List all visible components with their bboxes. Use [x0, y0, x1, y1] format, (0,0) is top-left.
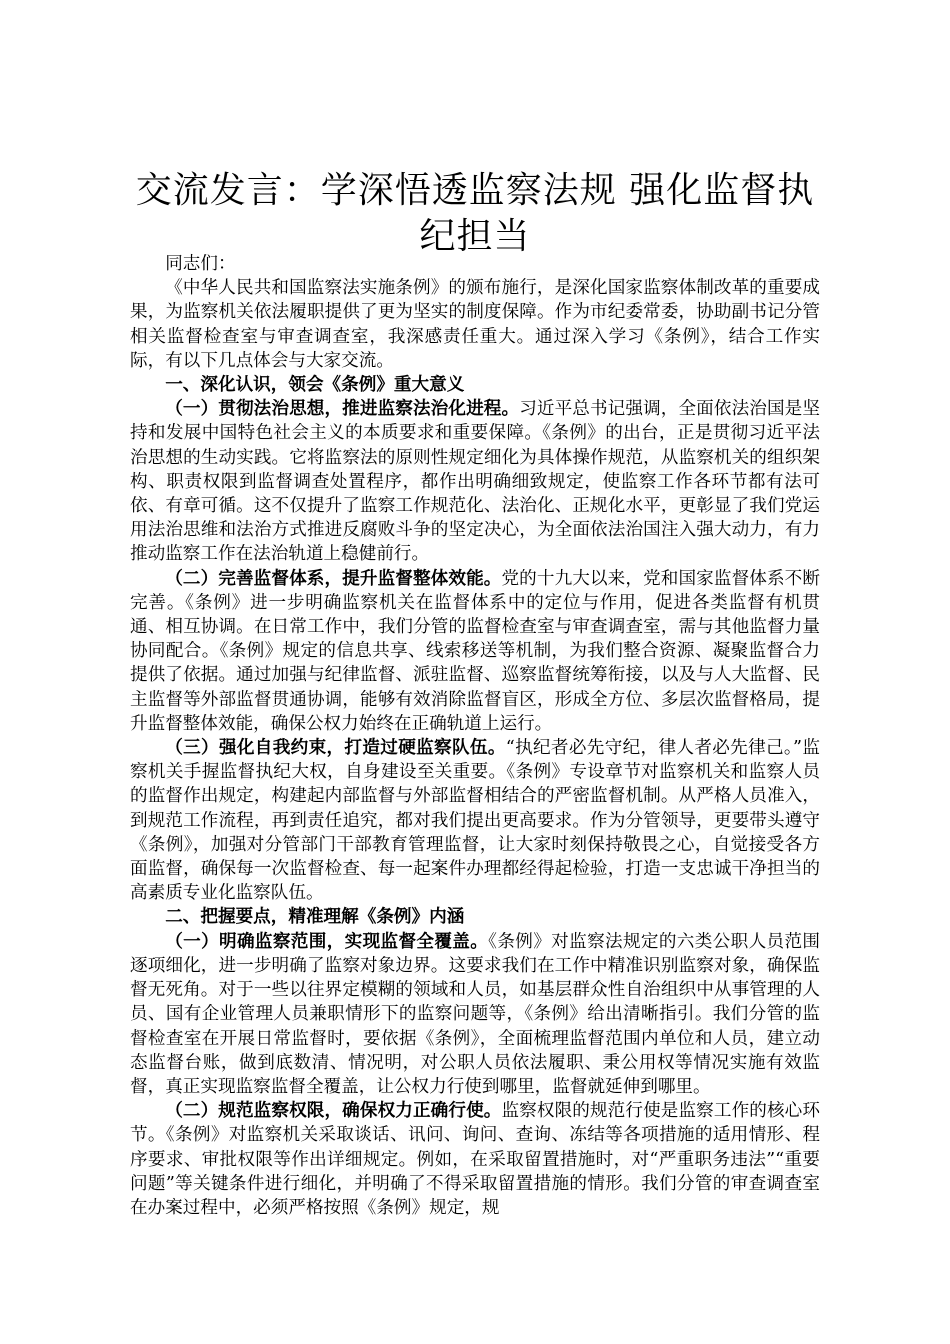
greeting: 同志们：: [165, 254, 236, 274]
section-2-paragraph-2: [130, 1099, 820, 1220]
section-1-paragraph-2-lead: （二）完善监督体系，提升监督整体效能。: [165, 567, 502, 589]
document-body: [130, 252, 820, 1220]
section-2-paragraph-1: [130, 930, 820, 1099]
section-2-paragraph-1-lead: （一）明确监察范围，实现监督全覆盖。: [165, 930, 489, 952]
section-1-heading: 一、深化认识，领会《条例》重大意义: [165, 374, 465, 396]
section-2-paragraph-2-text: 监察权限的规范行使是监察工作的核心环节。《条例》对监察机关采取谈话、讯问、询问、查询、冻结等各项措施的适用情形、程序要求、审批权限等作出详细规定。例如，在采取留置措施时，对“严重职务违法”“重要问题”等关键条件进行细化，并明确了不得采取留置措施的情形。我们分管的审查调查室在办案过程中，必须严格按照《条例》规定，规: [130, 1101, 820, 1218]
section-1-paragraph-1: [130, 397, 820, 566]
document-title: 交流发言：学深悟透监察法规 强化监督执纪担当: [135, 170, 815, 257]
intro-paragraph: 《中华人民共和国监察法实施条例》的颁布施行，是深化国家监察体制改革的重要成果，为监察机关依法履职提供了更为坚实的制度保障。作为市纪委常委，协助副书记分管相关监督检查室与审查调查室，我深感责任重大。通过深入学习《条例》，结合工作实际，有以下几点体会与大家交流。: [130, 278, 820, 371]
section-1-paragraph-3-lead: （三）强化自我约束，打造过硬监察队伍。: [165, 737, 506, 759]
section-1-paragraph-1-text: 习近平总书记强调，全面依法治国是坚持和发展中国特色社会主义的本质要求和重要保障。《条例》的出台，正是贯彻习近平法治思想的生动实践。它将监察法的原则性规定细化为具体操作规范，从监察机关的组织架构、职责权限到监督调查处置程序，都作出明确细致规定，使监察工作各环节都有法可依、有章可循。这不仅提升了监察工作规范化、法治化、正规化水平，更彰显了我们党运用法治思维和法治方式推进反腐败斗争的坚定决心，为全面依法治国注入强大动力，有力推动监察工作在法治轨道上稳健前行。: [130, 399, 820, 565]
section-1-paragraph-1-lead: （一）贯彻法治思想，推进监察法治化进程。: [165, 398, 520, 420]
section-2-paragraph-1-text: 《条例》对监察法规定的六类公职人员范围逐项细化，进一步明确了监察对象边界。这要求我们在工作中精准识别监察对象，确保监督无死角。对于一些以往界定模糊的领域和人员，如基层群众性自治组织中从事管理的人员、国有企业管理人员兼职情形下的监察问题等，《条例》给出清晰指引。我们分管的监督检查室在开展日常监督时，要依据《条例》，全面梳理监督范围内单位和人员，建立动态监督台账，做到底数清、情况明，对公职人员依法履职、秉公用权等情况实施有效监督，真正实现监察监督全覆盖，让公权力行使到哪里，监督就延伸到哪里。: [130, 931, 820, 1097]
section-2-heading: 二、把握要点，精准理解《条例》内涵: [165, 906, 465, 928]
section-1-paragraph-2: [130, 567, 820, 736]
section-1-paragraph-2-text: 党的十九大以来，党和国家监督体系不断完善。《条例》进一步明确监察机关在监督体系中的定位与作用，促进各类监督有机贯通、相互协调。在日常工作中，我们分管的监督检查室与审查调查室，需与其他监督力量协同配合。《条例》规定的信息共享、线索移送等机制，为我们整合资源、凝聚监督合力提供了依据。通过加强与纪律监督、派驻监督、巡察监督统筹衔接，以及与人大监督、民主监督等外部监督贯通协调，能够有效消除监督盲区，形成全方位、多层次监督格局，提升监督整体效能，确保公权力始终在正确轨道上运行。: [130, 568, 820, 734]
section-1-paragraph-3-text: “执纪者必先守纪，律人者必先律己。”监察机关手握监督执纪大权，自身建设至关重要。《条例》专设章节对监察机关和监察人员的监督作出规定，构建起内部监督与外部监督相结合的严密监督机制。从严格人员准入，到规范工作流程，再到责任追究，都对我们提出更高要求。作为分管领导，更要带头遵守《条例》，加强对分管部门干部教育管理监督，让大家时刻保持敬畏之心，自觉接受各方面监督，确保每一次监督检查、每一起案件办理都经得起检验，打造一支忠诚干净担当的高素质专业化监察队伍。: [130, 738, 820, 904]
section-2-paragraph-2-lead: （二）规范监察权限，确保权力正确行使。: [165, 1100, 502, 1122]
section-1-paragraph-3: [130, 736, 820, 905]
